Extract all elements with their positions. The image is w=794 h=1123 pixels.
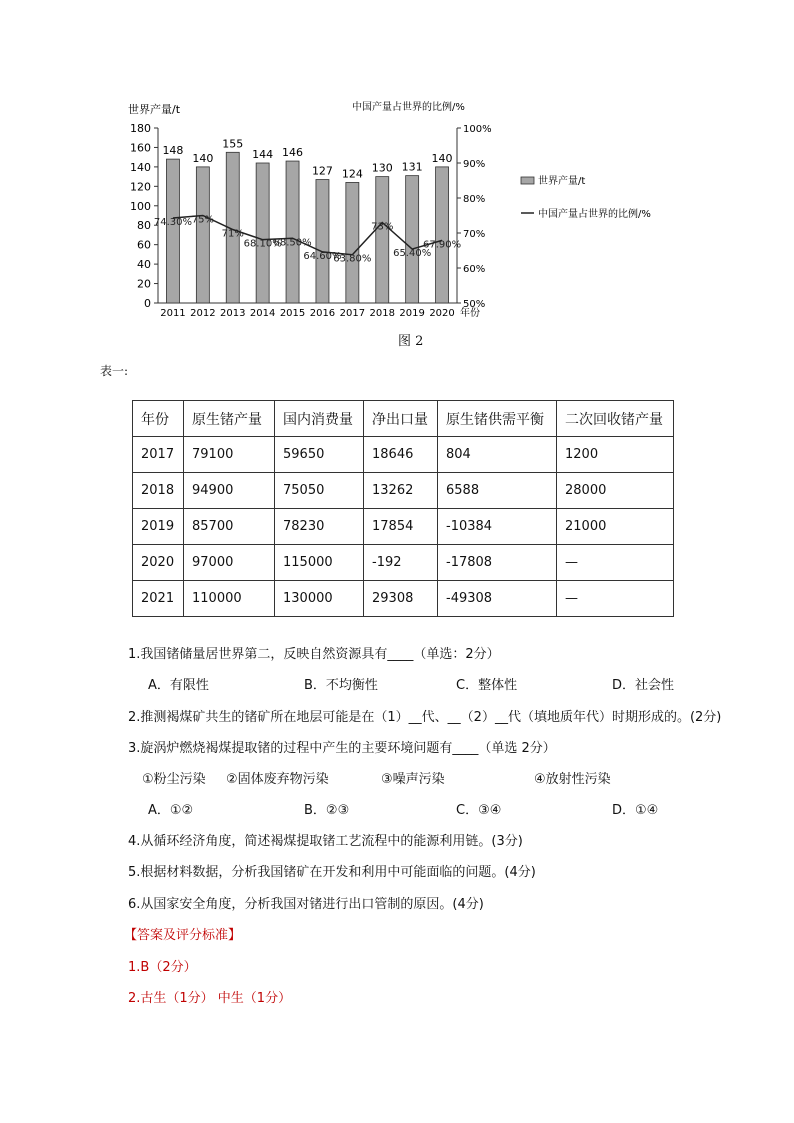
bar: [166, 159, 179, 303]
bar-value-label: 155: [222, 137, 244, 151]
left-axis-title: 世界产量/t: [128, 103, 181, 116]
table-cell: 79100: [184, 437, 275, 473]
legend-line-label: 中国产量占世界的比例/%: [538, 209, 651, 220]
x-tick-label: 2016: [309, 308, 336, 319]
bar: [256, 163, 269, 303]
right-axis-title: 中国产量占世界的比例/%: [352, 102, 465, 113]
chart-svg: [100, 92, 700, 327]
line-point-label: 75%: [191, 214, 214, 226]
right-tick-label: 100%: [463, 124, 492, 135]
bar-value-label: 144: [252, 148, 274, 161]
q1-option-b: B．不均衡性: [304, 678, 378, 693]
chart-figure: [100, 92, 700, 327]
legend-bar-swatch: [521, 177, 534, 184]
q3-option-a: A．①②: [148, 803, 194, 818]
table-row: [133, 545, 674, 581]
left-tick-label: 180: [130, 122, 151, 135]
table-row: [133, 437, 674, 473]
x-axis-title: 年份: [460, 308, 480, 319]
table-row: [133, 473, 674, 509]
table-cell: 18646: [364, 437, 438, 473]
x-tick-label: 2018: [369, 308, 395, 319]
table-cell: 2017: [133, 437, 184, 473]
left-tick-label: 60: [137, 238, 151, 252]
q3-option-c: C．③④: [456, 803, 502, 818]
table-cell: 2020: [133, 545, 184, 581]
table-cell: 110000: [184, 581, 275, 617]
q3-item-1: ①粉尘污染: [142, 772, 206, 787]
bar-value-label: 130: [371, 161, 393, 175]
table-cell: 13262: [364, 473, 438, 509]
left-tick-label: 80: [137, 219, 151, 233]
q3-item-3: ③噪声污染: [381, 772, 445, 787]
q1-option-d: D．社会性: [612, 678, 675, 693]
bar: [346, 182, 359, 303]
table-cell: —: [557, 545, 674, 581]
table-cell: 1200: [557, 437, 674, 473]
table-cell: 97000: [184, 545, 275, 581]
table-cell: -49308: [438, 581, 557, 617]
x-tick-label: 2015: [279, 308, 306, 319]
table-cell: 115000: [275, 545, 364, 581]
left-tick-label: 140: [130, 160, 151, 174]
table-cell: 85700: [184, 509, 275, 545]
bar: [286, 161, 299, 303]
answer-heading: 【答案及评分标准】: [124, 928, 242, 943]
header-primary-output: 原生锗产量: [184, 401, 275, 437]
x-tick-label: 2019: [399, 308, 425, 319]
x-tick-label: 2014: [249, 308, 276, 319]
line-point-label: 63.80%: [333, 253, 372, 265]
question-4: 4.从循环经济角度，简述褐煤提取锗工艺流程中的能源利用链。(3分): [128, 834, 523, 849]
line-point-label: 68.50%: [273, 237, 312, 249]
table-header-row: [133, 401, 674, 437]
q3-option-b: B．②③: [304, 803, 350, 818]
table-cell: 75050: [275, 473, 364, 509]
table-cell: —: [557, 581, 674, 617]
table-cell: 2019: [133, 509, 184, 545]
q1-option-a: A．有限性: [148, 678, 209, 693]
question-3: 3.旋涡炉燃烧褐煤提取锗的过程中产生的主要环境问题有____（单选 2分）: [128, 741, 556, 756]
bar-value-label: 148: [162, 144, 184, 158]
x-tick-label: 2013: [220, 308, 246, 319]
left-tick-label: 100: [130, 199, 151, 213]
answer-2: 2.古生（1分） 中生（1分）: [128, 991, 292, 1006]
q3-item-4: ④放射性污染: [534, 772, 611, 787]
header-secondary-recovery: 二次回收锗产量: [557, 401, 674, 437]
x-tick-label: 2017: [339, 308, 366, 319]
table-cell: 21000: [557, 509, 674, 545]
bar-value-label: 140: [431, 151, 453, 165]
line-point-label: 65.40%: [393, 248, 432, 260]
right-tick-label: 90%: [463, 159, 486, 170]
table-cell: -192: [364, 545, 438, 581]
question-6: 6.从国家安全角度，分析我国对锗进行出口管制的原因。(4分): [128, 897, 484, 912]
table-cell: 59650: [275, 437, 364, 473]
line-point-label: 71%: [221, 228, 244, 240]
question-5: 5.根据材料数据，分析我国锗矿在开发和利用中可能面临的问题。(4分): [128, 865, 536, 880]
bar-value-label: 127: [311, 164, 333, 178]
header-year: 年份: [133, 401, 184, 437]
question-2: 2.推测褐煤矿共生的锗矿所在地层可能是在（1）__代、__（2）__代（填地质年代）时期形成的。(2分): [128, 710, 722, 725]
table-cell: 2018: [133, 473, 184, 509]
legend-bar-label: 世界产量/t: [538, 176, 586, 187]
legend: [521, 174, 651, 220]
table-cell: 130000: [275, 581, 364, 617]
left-tick-label: 20: [137, 277, 151, 291]
table-cell: 6588: [438, 473, 557, 509]
header-domestic-consumption: 国内消费量: [275, 401, 364, 437]
bar: [406, 176, 419, 303]
left-tick-label: 160: [130, 141, 151, 155]
table-cell: 2021: [133, 581, 184, 617]
left-tick-label: 120: [130, 180, 151, 194]
right-tick-label: 60%: [463, 264, 486, 275]
left-tick-label: 40: [137, 258, 151, 272]
x-tick-label: 2011: [160, 308, 186, 319]
table-row: [133, 581, 674, 617]
table-cell: -17808: [438, 545, 557, 581]
q3-option-d: D．①④: [612, 803, 659, 818]
data-table: [132, 400, 674, 617]
table-cell: 78230: [275, 509, 364, 545]
table-cell: 29308: [364, 581, 438, 617]
line-point-label: 64.60%: [303, 250, 342, 262]
figure-caption: 图 2: [398, 334, 424, 349]
left-tick-label: 0: [144, 297, 151, 310]
line-point-label: 68.10%: [243, 238, 282, 250]
bar-value-label: 140: [192, 151, 214, 165]
table-cell: 94900: [184, 473, 275, 509]
bar-value-label: 124: [341, 167, 363, 181]
x-tick-label: 2020: [429, 308, 455, 319]
bar: [316, 180, 329, 303]
q3-item-2: ②固体废弃物污染: [226, 772, 329, 787]
x-tick-label: 2012: [190, 308, 216, 319]
bar: [376, 177, 389, 303]
right-tick-label: 80%: [463, 194, 486, 205]
right-tick-label: 70%: [463, 229, 486, 240]
header-net-export: 净出口量: [364, 401, 438, 437]
table-cell: 17854: [364, 509, 438, 545]
table-cell: 804: [438, 437, 557, 473]
bar-value-label: 131: [401, 160, 423, 174]
line-point-label: 74.30%: [153, 216, 193, 228]
right-tick-label: 50%: [463, 299, 486, 310]
line-point-label: 67.90%: [422, 239, 462, 251]
table-cell: 28000: [557, 473, 674, 509]
question-1: 1.我国锗储量居世界第二，反映自然资源具有____（单选：2分）: [128, 647, 500, 662]
table-row: [133, 509, 674, 545]
bar-value-label: 146: [282, 146, 304, 160]
bar: [196, 167, 209, 303]
table-cell: -10384: [438, 509, 557, 545]
header-supply-demand-balance: 原生锗供需平衡: [438, 401, 557, 437]
line-point-label: 73%: [371, 221, 394, 233]
bar: [436, 167, 449, 303]
q1-option-c: C．整体性: [456, 678, 518, 693]
answer-1: 1.B（2分）: [128, 960, 197, 975]
table-caption: 表一:: [100, 364, 129, 378]
